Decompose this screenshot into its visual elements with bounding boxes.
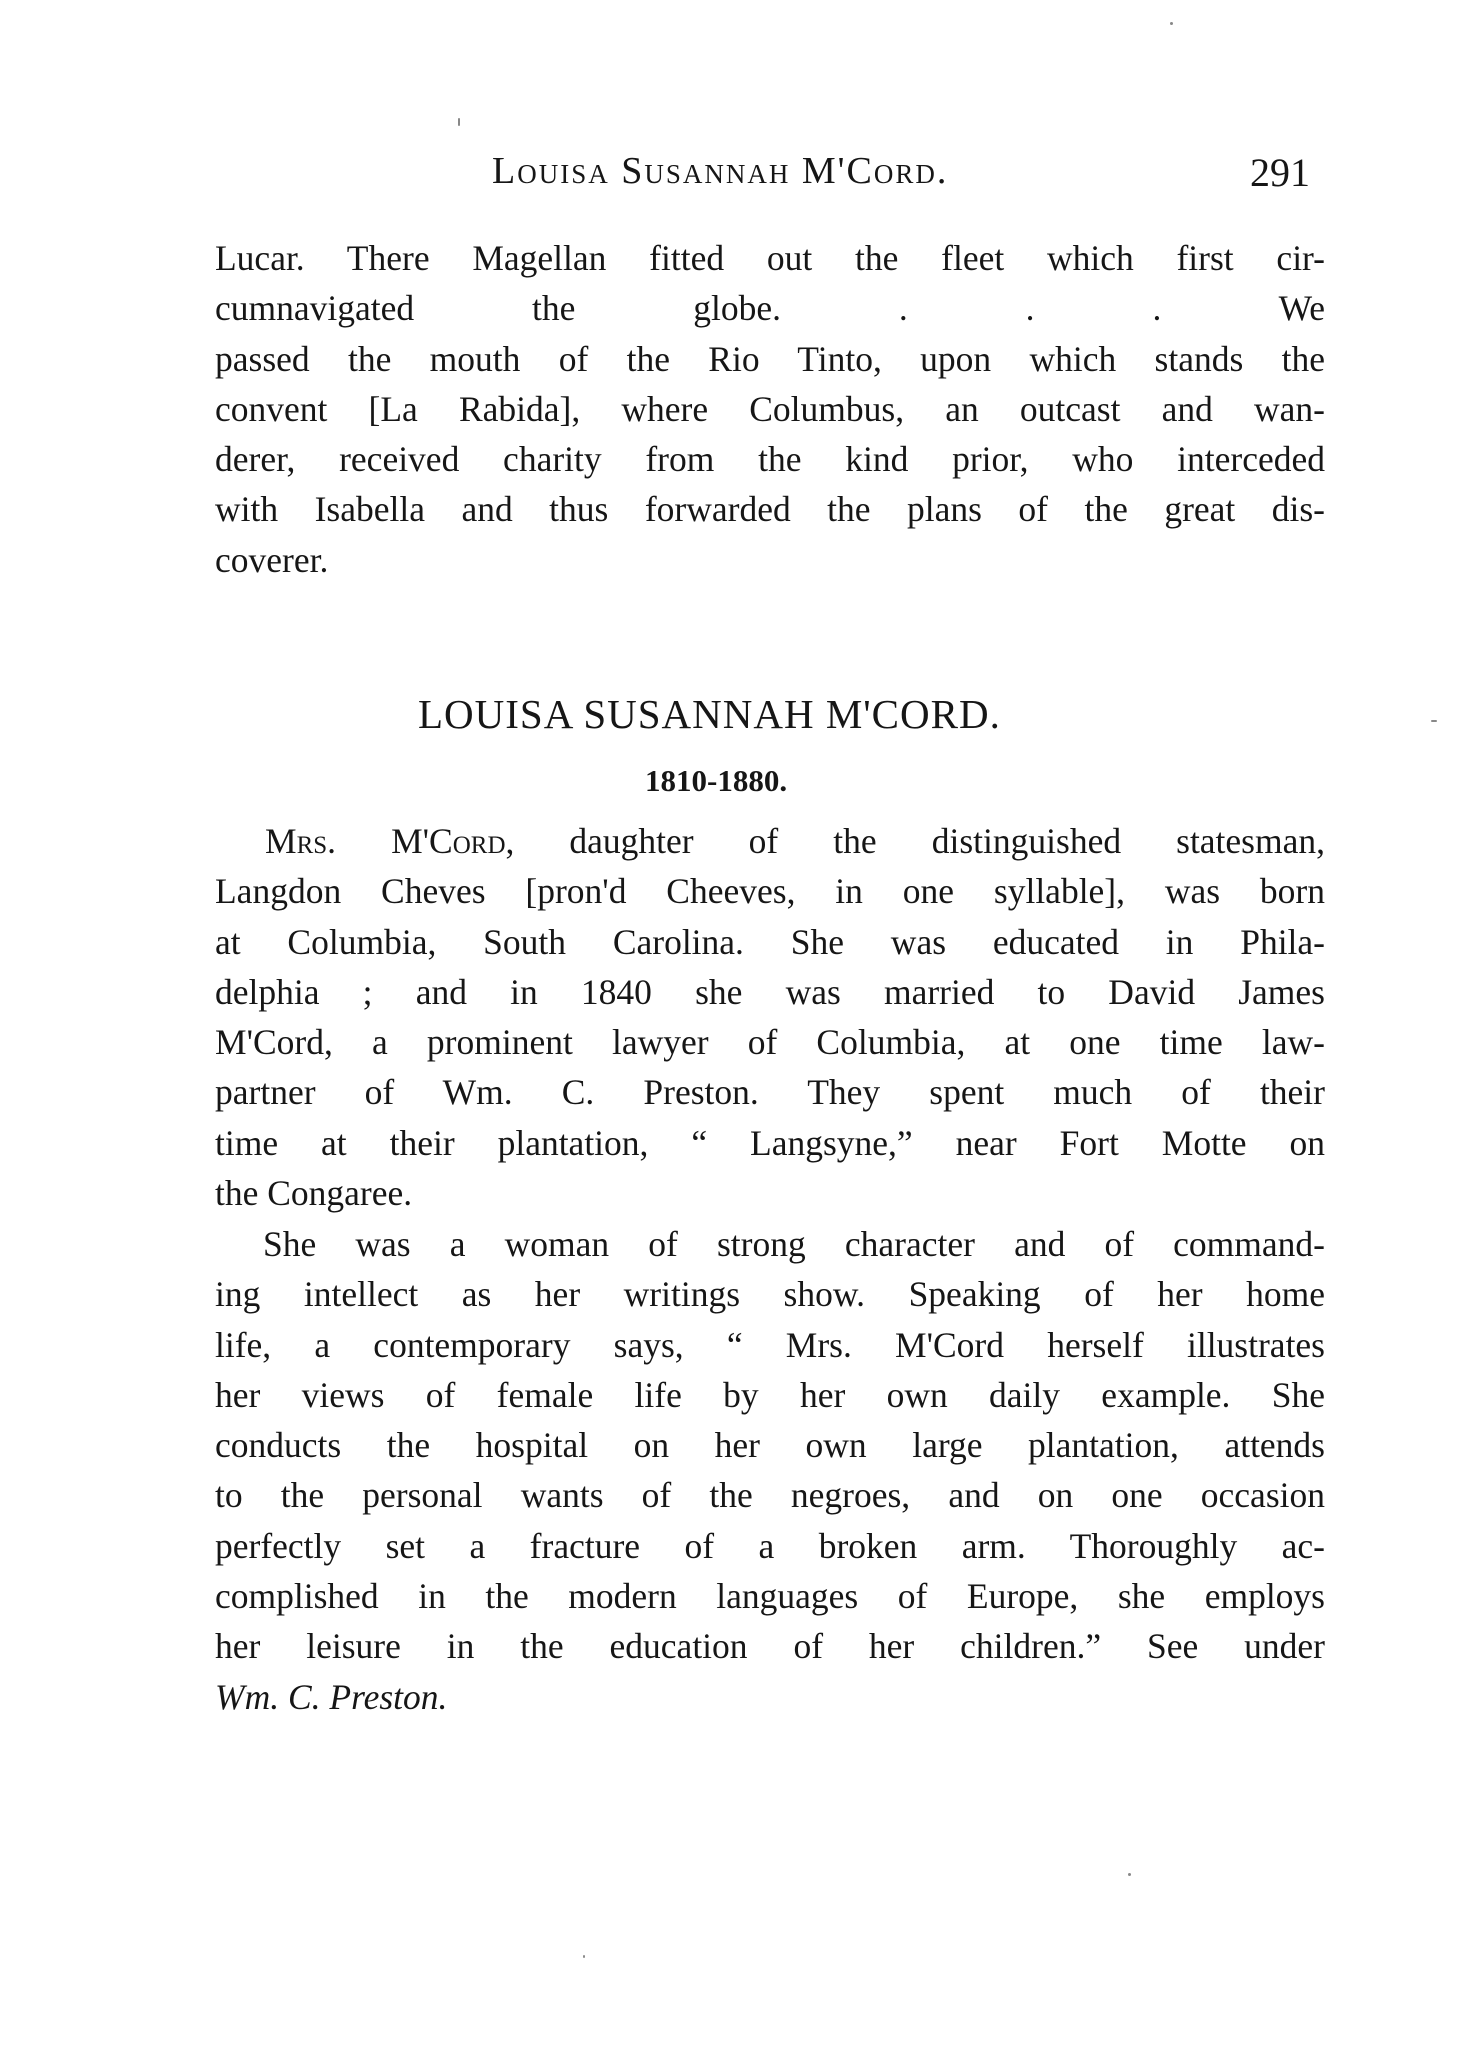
speck-mark xyxy=(1431,720,1437,722)
speck-mark xyxy=(583,1955,585,1958)
text-line: at Columbia, South Carolina. She was educated in Phila- xyxy=(215,921,1325,962)
text-line: to the personal wants of the negroes, and on one occasion xyxy=(215,1475,1325,1516)
subject-name-lead: Mrs. M'Cord, xyxy=(265,821,515,861)
text-line xyxy=(215,816,1325,866)
text-line: coverer. xyxy=(215,539,329,580)
text-line: delphia ; and in 1840 she was married to David James xyxy=(215,971,1325,1012)
speck-mark xyxy=(458,118,460,126)
speck-mark xyxy=(1170,22,1173,25)
text-line: her views of female life by her own daily example. She xyxy=(215,1374,1325,1415)
section-heading: LOUISA SUSANNAH M'CORD. xyxy=(418,691,1001,737)
text-line: partner of Wm. C. Preston. They spent much of their xyxy=(215,1072,1325,1113)
cross-reference: Wm. C. Preston. xyxy=(215,1676,448,1717)
text-line: She was a woman of strong character and of command- xyxy=(263,1224,1325,1264)
text-line: perfectly set a fracture of a broken arm. Thoroughly ac- xyxy=(215,1525,1325,1566)
text-line: Langdon Cheves [pron'd Cheeves, in one syllable], was born xyxy=(215,871,1325,912)
text-line: Lucar. There Magellan fitted out the fleet which first cir- xyxy=(215,238,1325,278)
speck-mark xyxy=(1128,1873,1131,1876)
running-header-title: Louisa Susannah M'Cord. xyxy=(492,150,949,192)
text-line: derer, received charity from the kind prior, who interceded xyxy=(215,439,1325,480)
text-line: with Isabella and thus forwarded the plans of the great dis- xyxy=(215,489,1325,530)
text-line: convent [La Rabida], where Columbus, an outcast and wan- xyxy=(215,388,1325,429)
text-line: life, a contemporary says, “ Mrs. M'Cord herself illustrates xyxy=(215,1324,1325,1365)
text-line: M'Cord, a prominent lawyer of Columbia, at one time law- xyxy=(215,1022,1325,1063)
text-line: passed the mouth of the Rio Tinto, upon which stands the xyxy=(215,338,1325,379)
text-line: time at their plantation, “ Langsyne,” near Fort Motte on xyxy=(215,1122,1325,1163)
text-line: the Congaree. xyxy=(215,1173,413,1214)
text-line: her leisure in the education of her children.” See under xyxy=(215,1626,1325,1667)
biography-paragraph-2 xyxy=(215,1219,1325,1722)
page-number: 291 xyxy=(1250,150,1310,195)
text-line: ing intellect as her writings show. Speaking of her home xyxy=(215,1274,1325,1315)
section-dates: 1810-1880. xyxy=(645,763,788,798)
text-line: complished in the modern languages of Europe, she employs xyxy=(215,1576,1325,1617)
continuation-paragraph xyxy=(215,233,1325,585)
text-line: conducts the hospital on her own large plantation, attends xyxy=(215,1425,1325,1466)
biography-paragraph-1 xyxy=(215,816,1325,1218)
text-line: cumnavigated the globe. . . . We xyxy=(215,288,1325,329)
first-line-text: daughter of the distinguished statesman, xyxy=(514,821,1325,861)
